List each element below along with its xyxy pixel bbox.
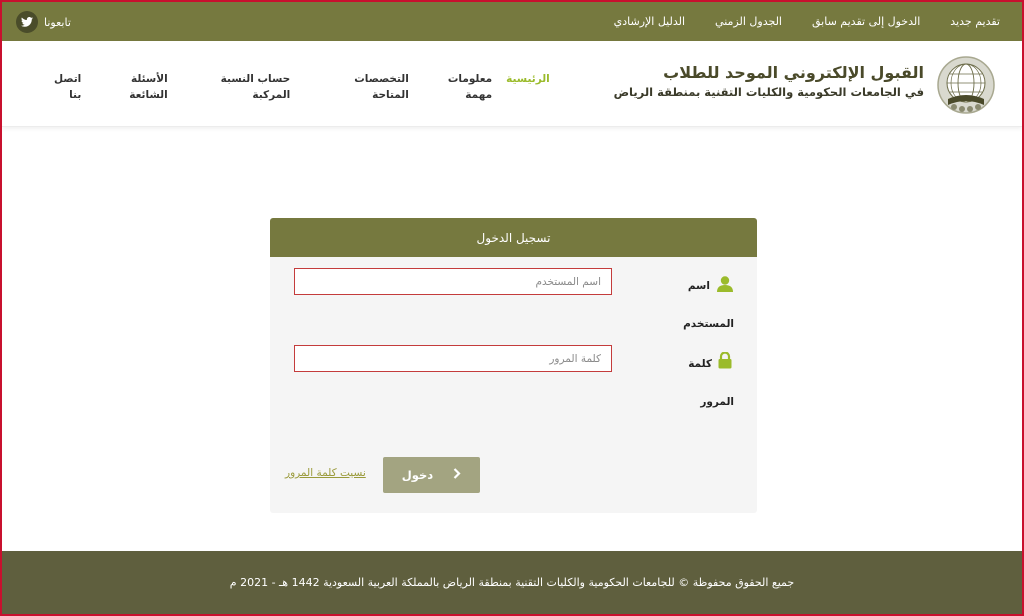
- nav-contact[interactable]: [54, 71, 81, 111]
- login-card: [270, 218, 757, 513]
- site-title-main: القبول الإلكتروني الموحد للطلاب: [663, 63, 924, 82]
- top-links: [614, 2, 1000, 41]
- lock-icon: [718, 352, 732, 373]
- site-footer: [2, 551, 1022, 614]
- site-title-sub: في الجامعات الحكومية والكليات التقنية بمنطقة الرياض: [613, 85, 924, 99]
- password-label-line1: كلمة: [688, 358, 712, 370]
- follow-label: تابعونا: [44, 15, 71, 29]
- password-label-line2: المرور: [700, 396, 734, 408]
- nav-label-line1: معلومات: [447, 73, 493, 85]
- time-schedule-link[interactable]: الجدول الزمني: [715, 15, 782, 28]
- nav-label-line1: التخصصات: [354, 73, 409, 85]
- nav-label-line2: المركبة: [252, 89, 291, 101]
- top-bar: [2, 2, 1022, 41]
- guide-link[interactable]: الدليل الإرشادي: [613, 15, 686, 28]
- follow-us: [16, 10, 71, 34]
- twitter-icon[interactable]: [16, 11, 38, 33]
- chevron-right-icon: [453, 468, 461, 482]
- main-nav: [54, 71, 550, 111]
- login-button-label: دخول: [401, 468, 434, 482]
- username-label-line1: اسم: [687, 280, 710, 292]
- nav-composite-ratio[interactable]: [221, 71, 291, 111]
- password-input[interactable]: [294, 345, 612, 372]
- nav-label-line2: بنا: [69, 89, 82, 101]
- site-header: [2, 41, 1022, 127]
- nav-label-line2: الشائعة: [129, 89, 168, 101]
- login-heading: تسجيل الدخول: [270, 218, 757, 257]
- nav-label-line2: مهمة: [465, 89, 493, 101]
- forgot-password-link[interactable]: نسيت كلمة المرور: [285, 467, 366, 479]
- nav-label-line1: الأسئلة: [130, 73, 168, 85]
- nav-label-line1: حساب النسبة: [220, 73, 291, 85]
- nav-label-line1: اتصل: [54, 73, 82, 85]
- username-label-line2: المستخدم: [683, 318, 734, 330]
- nav-home-label: الرئيسية: [506, 73, 550, 85]
- nav-home[interactable]: [506, 71, 550, 111]
- site-title: [613, 63, 924, 101]
- copyright-text: جميع الحقوق محفوظة © للجامعات الحكومية والكليات التقنية بمنطقة الرياض بالمملكة العربية السعودية 1442 هـ - 2021 م: [229, 576, 795, 589]
- login-button[interactable]: [383, 457, 480, 493]
- nav-faq[interactable]: [129, 71, 167, 111]
- username-input[interactable]: [294, 268, 612, 295]
- university-logo[interactable]: [936, 55, 996, 115]
- user-icon: [716, 276, 734, 296]
- nav-available-majors[interactable]: [354, 71, 409, 111]
- new-application-link[interactable]: تقديم جديد: [950, 15, 1000, 28]
- previous-application-login-link[interactable]: الدخول إلى تقديم سابق: [811, 15, 921, 28]
- nav-important-info[interactable]: [448, 71, 492, 111]
- nav-label-line2: المتاحة: [372, 89, 409, 101]
